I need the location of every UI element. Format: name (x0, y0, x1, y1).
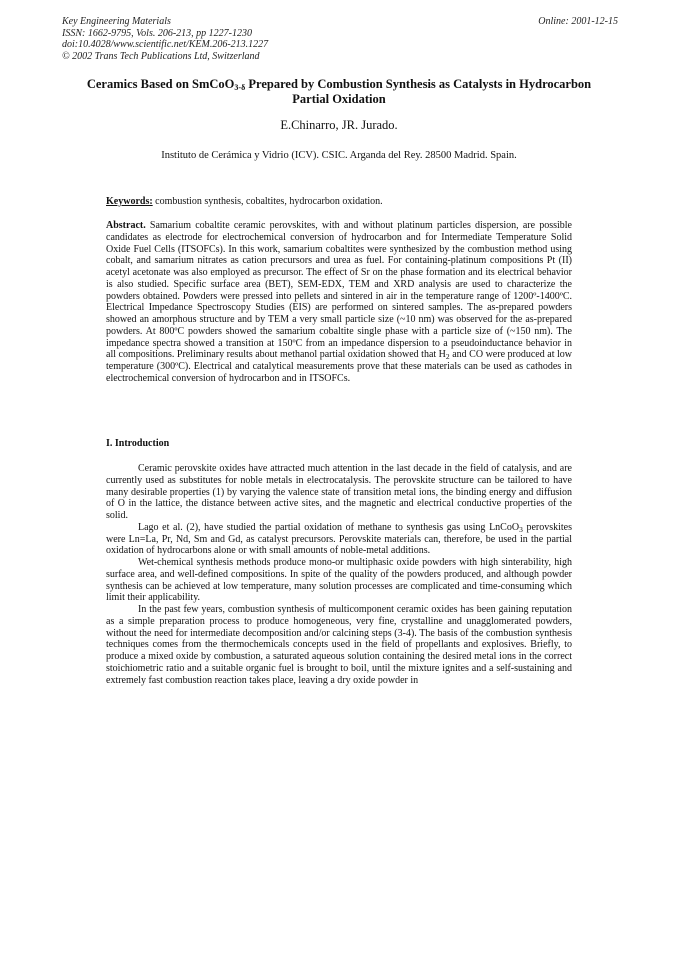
intro-p2-subscript: 3 (519, 524, 523, 534)
intro-p2-text-a: Lago et al. (2), have studied the partial oxidation of methane to synthesis gas using LnCoO (138, 521, 520, 533)
keywords-text: combustion synthesis, cobaltites, hydrocarbon oxidation. (152, 196, 383, 207)
issn-line: ISSN: 1662-9795, Vols. 206-213, pp 1227-1230 (62, 27, 252, 39)
journal-name: Key Engineering Materials (62, 16, 171, 27)
authors: E.Chinarro, JR. Jurado. (280, 118, 398, 132)
copyright-line: © 2002 Trans Tech Publications Ltd, Switzerland (62, 50, 260, 62)
title-subscript: 3-δ (234, 83, 246, 92)
title-part1: Ceramics Based on SmCoO (86, 77, 235, 91)
title-part2: Prepared by Combustion Synthesis as Catalysts in Hydrocarbon Partial Oxidation (245, 77, 592, 106)
journal-header (62, 16, 618, 62)
abstract-text-1: Samarium cobaltite ceramic perovskites, with and without platinum particles dispersion, are possible candidates as electrode for electrochemical conversion of hydrocarbon and for Intermediate Temperature Solid Oxide Fuel Cells (ITSOFCs). In this work, samarium cobaltites were synthesized by the combustion method using cobalt, and samarium nitrates as cation precursors and urea as fuel. For containing-platinum compositions Pt (II) acetyl acetonate was also employed as precursor. The effect of Sr on the phase formation and its electrical behavior is also studied. Specific surface area (BET), SEM-EDX, TEM and XRD analysis are used to characterize the powders obtained. Powders were pressed into pellets and sintered in air in the temperature range of 1200º-1400ºC. Electrical Impedance Spectroscopy Studies (EIS) are performed on sintered samples. The as-prepared powders showed an amorphous structure and by TEM a very small particle size (~10 nm) was observed for the as-prepared powders. At 800ºC powders showed the samarium cobaltite single phase with a particle size of (~150 nm). The impedance spectra showed a transition at 150ºC from an impedance dispersion to a pseudoinductance behavior in all compositions. Preliminary results about methanol partial oxidation showed that H (106, 220, 572, 361)
intro-paragraph-2 (106, 522, 572, 557)
abstract-text-2: and CO were produced at low temperature (300ºC). Electrical and catalytical measurements prove that these materials can be used as cathodes in electrochemical conversion of hydrocarbon and in ITSOFCs. (106, 349, 573, 384)
abstract (106, 220, 572, 385)
keywords (106, 196, 572, 208)
doi-line: doi:10.4028/www.scientific.net/KEM.206-213.1227 (62, 39, 269, 50)
abstract-label: Abstract. (106, 220, 146, 231)
paper-title (86, 77, 592, 107)
keywords-label: Keywords: (106, 196, 153, 207)
intro-p2-text-b: perovskites were Ln=La, Pr, Nd, Sm and Gd, as catalyst precursors. Perovskite materials can, therefore, be used in the partial oxidation of hydrocarbons alone or with small amounts of noble-metal additions. (106, 521, 573, 557)
intro-paragraph-4: In the past few years, combustion synthesis of multicomponent ceramic oxides has been gaining reputation as a simple preparation process to produce homogeneous, very fine, crystalline and unagglomerated powders, without the need for intermediate decomposition and/or calcining steps (3-4). The basis of the combustion synthesis techniques comes from the thermochemicals concepts used in the field of propellants and explosives. Briefly, to produce a mixed oxide by combustion, a saturated aqueous solution containing the desired metal ions in the correct stoichiometric ratio and a suitable organic fuel is brought to boil, until the mixture ignites and a self-sustaining and extremely fast combustion reaction takes place, leaving a dry oxide powder in (106, 604, 572, 686)
online-date: Online: 2001-12-15 (538, 16, 618, 27)
intro-paragraph-3: Wet-chemical synthesis methods produce mono-or multiphasic oxide powders with high sinterability, high surface area, and well-defined compositions. In spite of the quality of the powders produced, and although powder synthesis can be achieved at low temperature, many solution processes are complicated and time-consuming which limit their applicability. (106, 557, 572, 604)
introduction-body (106, 463, 572, 686)
section-heading: I. Introduction (106, 438, 170, 449)
intro-paragraph-1: Ceramic perovskite oxides have attracted much attention in the last decade in the field of catalysis, and are currently used as substitutes for noble metals in electrocatalysis. The perovskite structure can be tailored to have many desirable properties (1) by varying the valence state of transition metal ions, the binding energy and diffusion of O in the lattice, the distance between active sites, and the magnetic and electrical conductive properties of the solid. (106, 463, 572, 521)
abstract-subscript: 2 (445, 352, 450, 362)
affiliation: Instituto de Cerámica y Vidrio (ICV). CSIC. Arganda del Rey. 28500 Madrid. Spain. (161, 150, 517, 161)
